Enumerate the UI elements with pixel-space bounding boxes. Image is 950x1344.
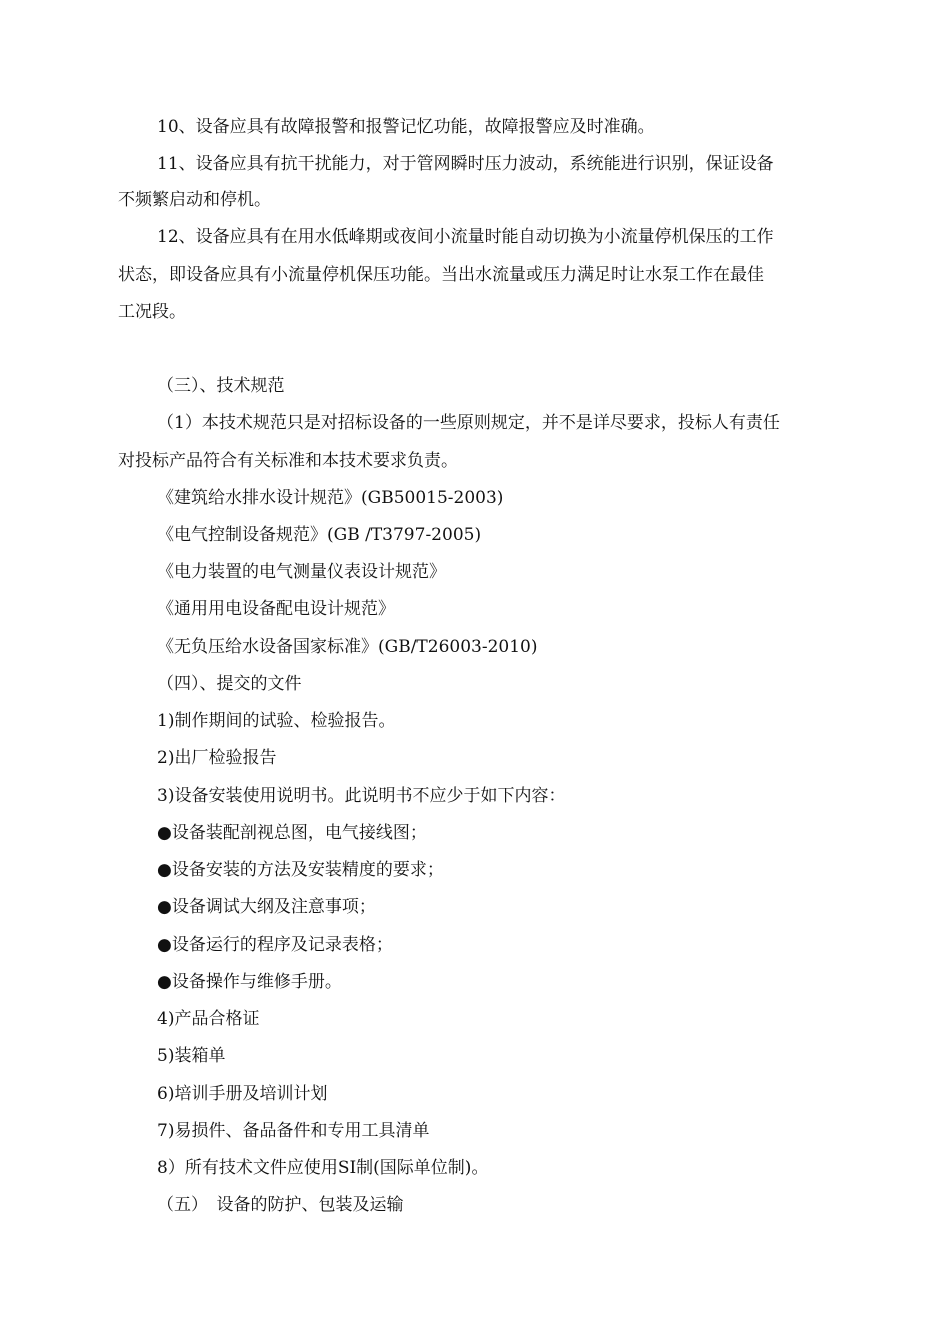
document-item-2: 2)出厂检验报告 [157, 748, 277, 768]
standard-item: 《通用用电设备配电设计规范》 [157, 599, 395, 619]
manual-content-bullet: ●设备调试大纲及注意事项； [157, 897, 376, 917]
paragraph-12-line-1: 12、设备应具有在用水低峰期或夜间小流量时能自动切换为小流量停机保压的工作 [157, 227, 774, 247]
document-item-1: 1)制作期间的试验、检验报告。 [157, 711, 396, 731]
manual-content-bullet: ●设备操作与维修手册。 [157, 972, 342, 992]
manual-content-bullet: ●设备安装的方法及安装精度的要求； [157, 860, 444, 880]
paragraph-12-line-3: 工况段。 [118, 302, 186, 322]
manual-content-bullet: ●设备装配剖视总图，电气接线图； [157, 823, 427, 843]
standard-item: 《电气控制设备规范》(GB /T3797-2005) [157, 525, 482, 545]
section-5-heading: （五） 设备的防护、包装及运输 [157, 1195, 404, 1215]
paragraph-10: 10、设备应具有故障报警和报警记忆功能，故障报警应及时准确。 [157, 117, 655, 137]
document-item-8: 8）所有技术文件应使用SI制(国际单位制)。 [157, 1158, 489, 1178]
standard-item: 《电力装置的电气测量仪表设计规范》 [157, 562, 446, 582]
section-3-heading: （三）、技术规范 [157, 376, 285, 396]
section-3-intro-line-2: 对投标产品符合有关标准和本技术要求负责。 [118, 451, 458, 471]
section-4-heading: （四）、提交的文件 [157, 674, 302, 694]
document-item-5: 5)装箱单 [157, 1046, 226, 1066]
standard-item: 《建筑给水排水设计规范》(GB50015-2003) [157, 488, 504, 508]
paragraph-11-line-2: 不频繁启动和停机。 [118, 190, 271, 210]
document-item-6: 6)培训手册及培训计划 [157, 1084, 328, 1104]
paragraph-12-line-2: 状态，即设备应具有小流量停机保压功能。当出水流量或压力满足时让水泵工作在最佳 [118, 265, 764, 285]
standard-item: 《无负压给水设备国家标准》(GB/T26003-2010) [157, 637, 538, 657]
section-3-intro-line-1: （1）本技术规范只是对招标设备的一些原则规定，并不是详尽要求，投标人有责任 [157, 413, 780, 433]
document-item-3: 3)设备安装使用说明书。此说明书不应少于如下内容： [157, 786, 566, 806]
paragraph-11-line-1: 11、设备应具有抗干扰能力，对于管网瞬时压力波动，系统能进行识别，保证设备 [157, 154, 774, 174]
document-item-4: 4)产品合格证 [157, 1009, 260, 1029]
manual-content-bullet: ●设备运行的程序及记录表格； [157, 935, 393, 955]
document-item-7: 7)易损件、备品备件和专用工具清单 [157, 1121, 430, 1141]
